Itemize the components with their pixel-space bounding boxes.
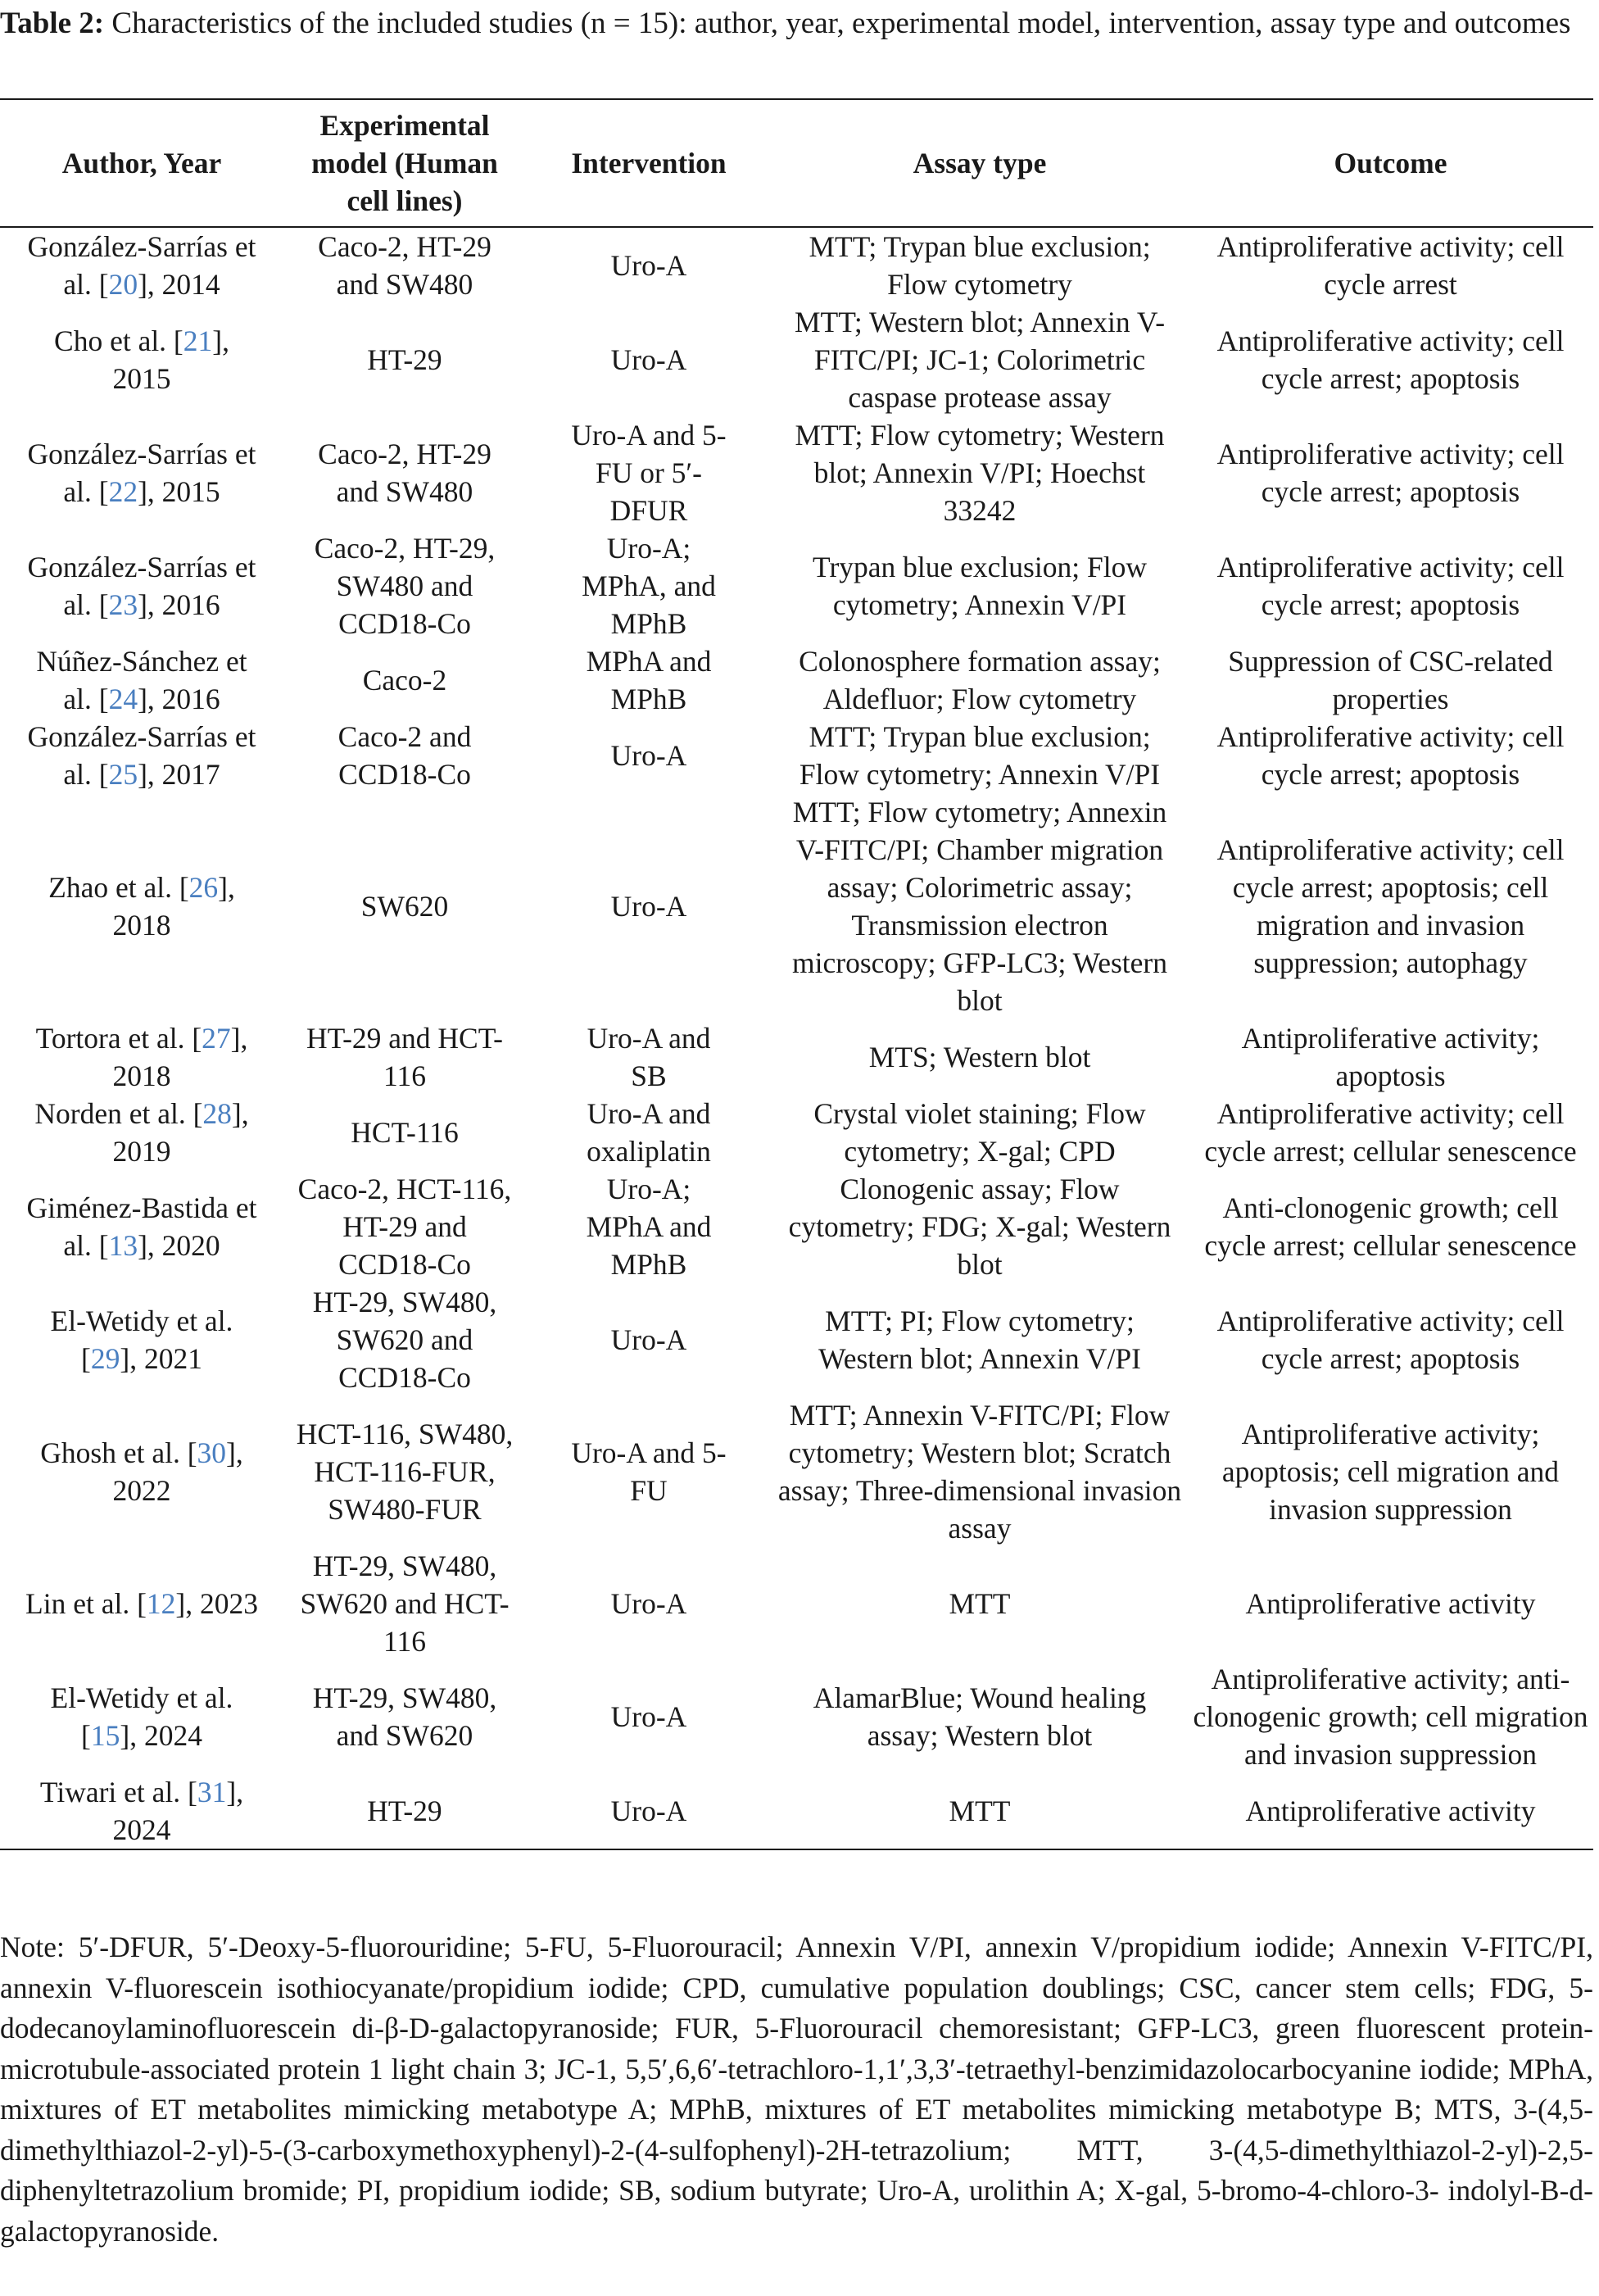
cell-experimental-model: Caco-2, HT-29, SW480 and CCD18-Co — [314, 532, 496, 640]
table-row — [0, 1170, 1593, 1283]
cell-experimental-model: Caco-2, HCT-116, HT-29 and CCD18-Co — [297, 1173, 512, 1281]
cell-author-year — [0, 793, 283, 1019]
cell-intervention: Uro-A — [610, 1700, 687, 1733]
cell-assay-type: Clonogenic assay; Flow cytometry; FDG; X-gal; Western blot — [788, 1173, 1171, 1281]
cell-intervention: Uro-A — [610, 343, 687, 376]
year-text: ], 2016 — [138, 588, 220, 621]
cell-experimental-model: HT-29 and HCT-116 — [306, 1022, 503, 1092]
author-text: González-Sarrías et al. [ — [27, 438, 256, 508]
column-header-outcome: Outcome — [1334, 147, 1447, 179]
cell-intervention: Uro-A; MPhA and MPhB — [586, 1173, 712, 1281]
cell-author-year — [0, 1283, 283, 1396]
cell-outcome: Antiproliferative activity — [1245, 1795, 1536, 1827]
cell-author-year — [0, 1396, 283, 1547]
year-text: ], 2023 — [175, 1587, 258, 1620]
table-row — [0, 1773, 1593, 1849]
citation-link[interactable]: 15 — [90, 1719, 120, 1752]
year-text: ], 2020 — [138, 1229, 220, 1262]
cell-outcome: Antiproliferative activity; apoptosis — [1241, 1022, 1540, 1092]
author-text: González-Sarrías et al. [ — [27, 720, 256, 791]
cell-assay-type: MTT; PI; Flow cytometry; Western blot; Annexin V/PI — [818, 1305, 1141, 1375]
cell-intervention: Uro-A — [610, 1587, 687, 1620]
year-text: ], 2022 — [112, 1436, 243, 1507]
cell-experimental-model: Caco-2 — [362, 664, 447, 697]
cell-outcome: Antiproliferative activity; cell cycle arrest; apoptosis — [1216, 324, 1565, 395]
cell-outcome: Suppression of CSC-related properties — [1228, 645, 1553, 715]
cell-outcome: Antiproliferative activity; anti-clonogenic growth; cell migration and invasion suppression — [1193, 1663, 1588, 1771]
year-text: ], 2018 — [112, 1022, 248, 1092]
table-row — [0, 1396, 1593, 1547]
cell-experimental-model: SW620 — [360, 890, 449, 923]
cell-author-year — [0, 1170, 283, 1283]
cell-assay-type: MTT; Western blot; Annexin V-FITC/PI; JC-1; Colorimetric caspase protease assay — [794, 306, 1166, 414]
table-row — [0, 303, 1593, 416]
cell-experimental-model: Caco-2, HT-29 and SW480 — [318, 438, 491, 508]
column-header-intervention: Intervention — [571, 147, 727, 179]
cell-author-year — [0, 416, 283, 529]
cell-experimental-model: HT-29, SW480, and SW620 — [312, 1681, 497, 1752]
citation-link[interactable]: 29 — [90, 1342, 120, 1375]
author-text: Norden et al. [ — [34, 1097, 203, 1130]
cell-author-year — [0, 1019, 283, 1095]
cell-outcome: Antiproliferative activity; apoptosis; cell migration and invasion suppression — [1221, 1418, 1560, 1526]
column-header-assay-type: Assay type — [913, 147, 1047, 179]
citation-link[interactable]: 23 — [108, 588, 138, 621]
cell-author-year — [0, 718, 283, 793]
cell-assay-type: MTT — [949, 1587, 1011, 1620]
cell-intervention: Uro-A — [610, 1795, 687, 1827]
cell-author-year — [0, 1660, 283, 1773]
studies-table — [0, 98, 1593, 1850]
citation-link[interactable]: 22 — [108, 475, 138, 508]
year-text: ], 2015 — [112, 324, 229, 395]
citation-link[interactable]: 13 — [108, 1229, 138, 1262]
cell-assay-type: MTS; Western blot — [868, 1041, 1091, 1073]
year-text: ], 2024 — [120, 1719, 202, 1752]
author-text: González-Sarrías et al. [ — [27, 551, 256, 621]
table-row — [0, 1095, 1593, 1170]
cell-outcome: Antiproliferative activity; cell cycle arrest; cellular senescence — [1204, 1097, 1577, 1168]
cell-author-year — [0, 227, 283, 303]
cell-author-year — [0, 1547, 283, 1660]
table-caption-label: Table 2: — [0, 7, 105, 40]
cell-outcome: Antiproliferative activity; cell cycle arrest; apoptosis; cell migration and invasion suppression; autophagy — [1216, 833, 1565, 979]
table-note: Note: 5′-DFUR, 5′-Deoxy-5-fluorouridine; 5-FU, 5-Fluorouracil; Annexin V/PI, annexin V/propidium iodide; Annexin V-FITC/PI, annexin V-fluorescein isothiocyanate/propidium iodide; CPD, cumulative population doublings; CSC, cancer stem cells; FDG, 5-dodecanoylaminofluorescein di-β-D-galactopyranoside; FUR, 5-Fluorouracil chemoresistant; GFP-LC3, green fluorescent protein-microtubule-associated protein 1 light chain 3; JC-1, 5,5′,6,6′-tetrachloro-1,1′,3,3′-tetraethyl-benzimidazolocarbocyanine iodide; MPhA, mixtures of ET metabolites mimicking metabotype A; MPhB, mixtures of ET metabolites mimicking metabotype B; MTS, 3-(4,5-dimethylthiazol-2-yl)-5-(3-carboxymethoxyphenyl)-2-(4-sulfophenyl)-2H-tetrazolium; MTT, 3-(4,5-dimethylthiazol-2-yl)-2,5-diphenyltetrazolium bromide; PI, propidium iodide; SB, sodium butyrate; Uro-A, urolithin A; X-gal, 5-bromo-4-chloro-3- indolyl-B-d-galactopyranoside. — [0, 1931, 1593, 2248]
author-text: Lin et al. [ — [25, 1587, 147, 1620]
citation-link[interactable]: 12 — [146, 1587, 176, 1620]
citation-link[interactable]: 31 — [197, 1776, 227, 1808]
cell-assay-type: MTT — [949, 1795, 1011, 1827]
year-text: ], 2019 — [112, 1097, 249, 1168]
table-row — [0, 718, 1593, 793]
cell-assay-type: AlamarBlue; Wound healing assay; Western blot — [813, 1681, 1147, 1752]
table-row — [0, 1547, 1593, 1660]
column-header-experimental-model: Experimental model (Human cell lines) — [311, 109, 498, 217]
cell-intervention: Uro-A; MPhA, and MPhB — [582, 532, 716, 640]
cell-experimental-model: Caco-2, HT-29 and SW480 — [318, 230, 491, 301]
citation-link[interactable]: 28 — [202, 1097, 232, 1130]
cell-experimental-model: Caco-2 and CCD18-Co — [337, 720, 472, 791]
cell-assay-type: MTT; Trypan blue exclusion; Flow cytometry — [809, 230, 1151, 301]
cell-assay-type: MTT; Flow cytometry; Annexin V-FITC/PI; Chamber migration assay; Colorimetric assay; Transmission electron microscopy; GFP-LC3; Western blot — [792, 796, 1167, 1017]
cell-intervention: Uro-A and 5-FU — [571, 1436, 727, 1507]
citation-link[interactable]: 21 — [183, 324, 213, 357]
citation-link[interactable]: 27 — [202, 1022, 231, 1055]
cell-outcome: Antiproliferative activity; cell cycle arrest; apoptosis — [1216, 1305, 1565, 1375]
author-text: Tortora et al. [ — [35, 1022, 202, 1055]
cell-outcome: Antiproliferative activity — [1245, 1587, 1536, 1620]
cell-outcome: Antiproliferative activity; cell cycle arrest; apoptosis — [1216, 438, 1565, 508]
cell-experimental-model: HT-29, SW480, SW620 and CCD18-Co — [312, 1286, 497, 1394]
table-row — [0, 1283, 1593, 1396]
cell-intervention: Uro-A — [610, 249, 687, 282]
author-text: Cho et al. [ — [54, 324, 183, 357]
author-text: González-Sarrías et al. [ — [27, 230, 256, 301]
cell-intervention: Uro-A — [610, 739, 687, 772]
table-row — [0, 1019, 1593, 1095]
year-text: ], 2016 — [138, 683, 220, 715]
cell-author-year — [0, 529, 283, 642]
author-text: El-Wetidy et al. [ — [50, 1305, 233, 1375]
table-header — [0, 99, 1593, 227]
citation-link[interactable]: 24 — [108, 683, 138, 715]
cell-outcome: Anti-clonogenic growth; cell cycle arrest; cellular senescence — [1204, 1191, 1577, 1262]
year-text: ], 2024 — [112, 1776, 244, 1846]
table-row — [0, 529, 1593, 642]
table-body — [0, 227, 1593, 1849]
cell-assay-type: MTT; Flow cytometry; Western blot; Annexin V/PI; Hoechst 33242 — [795, 419, 1165, 527]
cell-outcome: Antiproliferative activity; cell cycle arrest; apoptosis — [1216, 551, 1565, 621]
citation-link[interactable]: 30 — [197, 1436, 227, 1469]
cell-author-year — [0, 1773, 283, 1849]
cell-intervention: MPhA and MPhB — [586, 645, 712, 715]
cell-assay-type: MTT; Annexin V-FITC/PI; Flow cytometry; Western blot; Scratch assay; Three-dimensional invasion assay — [777, 1399, 1182, 1545]
cell-intervention: Uro-A — [610, 890, 687, 923]
cell-intervention: Uro-A — [610, 1323, 687, 1356]
column-header-author-year: Author, Year — [61, 147, 222, 179]
year-text: ], 2021 — [120, 1342, 202, 1375]
cell-assay-type: Trypan blue exclusion; Flow cytometry; Annexin V/PI — [813, 551, 1147, 621]
author-text: Núñez-Sánchez et al. [ — [36, 645, 247, 715]
cell-assay-type: Crystal violet staining; Flow cytometry; X-gal; CPD — [813, 1097, 1146, 1168]
author-text: Zhao et al. [ — [48, 871, 189, 904]
year-text: ], 2014 — [138, 268, 220, 301]
cell-assay-type: MTT; Trypan blue exclusion; Flow cytometry; Annexin V/PI — [799, 720, 1161, 791]
cell-experimental-model: HT-29 — [367, 343, 442, 376]
cell-author-year — [0, 642, 283, 718]
year-text: ], 2017 — [138, 758, 220, 791]
cell-intervention: Uro-A and SB — [587, 1022, 711, 1092]
citation-link[interactable]: 20 — [108, 268, 138, 301]
cell-outcome: Antiproliferative activity; cell cycle arrest; apoptosis — [1216, 720, 1565, 791]
table-caption-text: Characteristics of the included studies (n = 15): author, year, experimental model, intervention, assay type and outcomes — [111, 7, 1571, 40]
year-text: ], 2018 — [112, 871, 235, 942]
table-row — [0, 1660, 1593, 1773]
table-caption — [0, 5, 1593, 43]
author-text: Tiwari et al. [ — [39, 1776, 197, 1808]
table-row — [0, 793, 1593, 1019]
citation-link[interactable]: 25 — [108, 758, 138, 791]
author-text: Giménez-Bastida et al. [ — [26, 1191, 257, 1262]
cell-intervention: Uro-A and 5-FU or 5′-DFUR — [571, 419, 727, 527]
table-row — [0, 416, 1593, 529]
cell-author-year — [0, 303, 283, 416]
cell-experimental-model: HT-29 — [367, 1795, 442, 1827]
cell-assay-type: Colonosphere formation assay; Aldefluor; Flow cytometry — [799, 645, 1161, 715]
author-text: Ghosh et al. [ — [40, 1436, 197, 1469]
cell-experimental-model: HT-29, SW480, SW620 and HCT-116 — [300, 1550, 510, 1658]
citation-link[interactable]: 26 — [188, 871, 219, 904]
author-text: El-Wetidy et al. [ — [50, 1681, 233, 1752]
table-row — [0, 642, 1593, 718]
header-row — [0, 99, 1593, 227]
cell-outcome: Antiproliferative activity; cell cycle arrest — [1216, 230, 1565, 301]
cell-experimental-model: HCT-116, SW480, HCT-116-FUR, SW480-FUR — [296, 1418, 514, 1526]
table-row — [0, 227, 1593, 303]
year-text: ], 2015 — [138, 475, 220, 508]
cell-experimental-model: HCT-116 — [351, 1116, 459, 1149]
cell-author-year — [0, 1095, 283, 1170]
cell-intervention: Uro-A and oxaliplatin — [587, 1097, 711, 1168]
